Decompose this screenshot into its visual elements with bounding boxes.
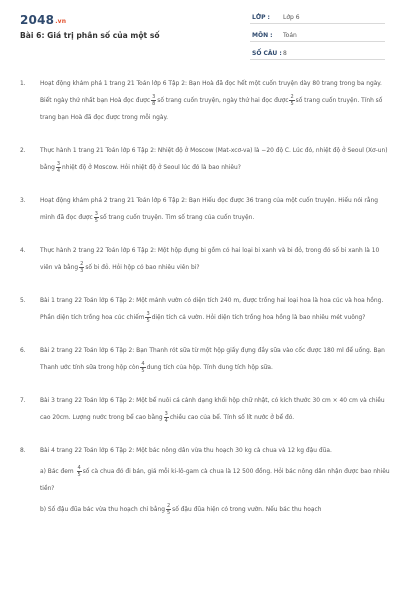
question-text: Hoạt động khám phá 2 trang 21 Toán lớp 6 Tập 2: Bạn Hiếu đọc được 36 trang của một cuốn truyện. Hiếu nói rằng mình đã đọc được: [40, 198, 378, 221]
question-text: Thực hành 1 trang 21 Toán lớp 6 Tập 2: Nhiệt độ ở Moscow (Mat-xcơ-va) là −20 độ C. Lúc đó, nhiệt độ ở Seoul (Xơ-un) bằng: [40, 148, 388, 171]
question-item: [20, 393, 390, 427]
question-text: Bài 1 trang 22 Toán lớp 6 Tập 2: Một mảnh vườn có diện tích 240 m, được trồng hai loại hoa là hoa cúc và hoa hồng. Phần diện tích trồng hoa cúc chiếm: [40, 298, 384, 321]
fraction: [166, 503, 171, 516]
sub-question-text: b) Số đậu đũa bác vừa thu hoạch chỉ bằng: [40, 507, 165, 513]
question-list: [20, 76, 390, 535]
fraction: [140, 361, 145, 374]
meta-value: Toán: [283, 32, 297, 39]
meta-value: 8: [283, 50, 287, 57]
question-item: [20, 76, 390, 127]
sub-question-text: số cà chua đó đi bán, giá mỗi ki-lô-gam cà chua là 12 500 đồng. Hỏi bác nông dân nhận được bao nhiêu tiền?: [40, 469, 390, 492]
logo-main: 2048: [20, 13, 55, 27]
question-text: số trang cuốn truyện. Tìm số trang của cuốn truyện.: [99, 215, 255, 221]
question-text: dung tích của hộp. Tính dung tích hộp sữa.: [146, 365, 273, 371]
fraction: [164, 411, 169, 424]
question-text: nhiệt độ ở Moscow. Hỏi nhiệt độ ở Seoul lúc đó là bao nhiêu?: [62, 165, 241, 171]
fraction: [77, 465, 82, 478]
question-text: Bài 4 trang 22 Toán lớp 6 Tập 2: Một bác nông dân vừa thu hoạch 30 kg cà chua và 12 kg đậu đũa.: [40, 448, 332, 454]
question-text: số trang cuốn truyện. Tính số trang bạn Hoà đã đọc được trong mỗi ngày.: [40, 98, 383, 121]
fraction-denominator: 4: [56, 168, 61, 174]
sub-question-text: số đậu đũa hiện có trong vườn. Nếu bác thu hoạch: [172, 507, 322, 513]
document-title: Bài 6: Giá trị phân số của một số: [20, 31, 160, 40]
question-text: diện tích cả vườn. Hỏi diện tích trồng hoa hồng là bao nhiêu mét vuông?: [151, 315, 366, 321]
fraction-denominator: 5: [94, 218, 98, 224]
fraction-denominator: 5: [141, 368, 145, 374]
fraction-denominator: 5: [146, 318, 150, 324]
logo[interactable]: [20, 13, 66, 27]
question-item: [20, 243, 390, 277]
fraction-numerator: 4: [141, 361, 145, 367]
header: [0, 0, 400, 62]
fraction-numerator: 4: [77, 465, 81, 471]
meta-label: MÔN :: [252, 32, 273, 39]
question-number: 1.: [20, 81, 26, 87]
question-number: 6.: [20, 348, 26, 354]
question-number: 8.: [20, 448, 26, 454]
fraction-denominator: 5: [290, 101, 294, 107]
question-text: Hoạt động khám phá 1 trang 21 Toán lớp 6 Tập 2: Bạn Hoà đã đọc hết một cuốn truyện dày 80 trang trong ba ngày. Biết ngày thứ nhất bạn Hoà đọc được: [40, 81, 382, 104]
fraction-numerator: 2: [166, 503, 171, 509]
meta-row-subject: [250, 28, 385, 42]
question-number: 7.: [20, 398, 26, 404]
question-text: chiều cao của bể. Tính số lít nước ở bể đó.: [169, 415, 295, 421]
fraction-numerator: 2: [80, 261, 84, 267]
fraction-numerator: 3: [56, 161, 61, 167]
fraction-numerator: 3: [94, 211, 98, 217]
sub-question-b: [40, 502, 390, 519]
fraction-numerator: 3: [164, 411, 168, 417]
meta-row-class: [250, 10, 385, 24]
fraction-denominator: 4: [164, 418, 168, 424]
fraction-numerator: 3: [146, 311, 150, 317]
fraction: [94, 211, 99, 224]
fraction-numerator: 2: [290, 94, 294, 100]
question-item: [20, 143, 390, 177]
question-item: [20, 443, 390, 519]
meta-label: LỚP :: [252, 14, 270, 21]
question-item: [20, 343, 390, 377]
fraction-denominator: 5: [166, 510, 171, 516]
question-number: 4.: [20, 248, 26, 254]
fraction: [289, 94, 294, 107]
question-number: 3.: [20, 198, 26, 204]
question-text: Bài 2 trang 22 Toán lớp 6 Tập 2: Bạn Thanh rót sữa từ một hộp giấy đựng đầy sữa vào cốc được 180 ml để uống. Bạn Thanh ước tính sữa trong hộp còn: [40, 348, 385, 371]
fraction: [151, 94, 156, 107]
question-item: [20, 293, 390, 327]
fraction: [79, 261, 84, 274]
meta-value: Lớp 6: [283, 14, 300, 21]
fraction: [56, 161, 61, 174]
fraction: [145, 311, 150, 324]
fraction-denominator: 5: [77, 472, 81, 478]
fraction-denominator: 8: [152, 101, 156, 107]
question-text: Thực hành 2 trang 22 Toán lớp 6 Tập 2: Một hộp đựng bi gồm có hai loại bi xanh và bi đỏ, trong đó số bi xanh là 10 viên và bằng: [40, 248, 380, 271]
sub-question-text: a) Bác đem: [40, 469, 74, 475]
fraction-numerator: 3: [152, 94, 156, 100]
meta-info: [250, 10, 385, 64]
meta-label: SỐ CÂU :: [252, 50, 282, 57]
question-item: [20, 193, 390, 227]
meta-row-count: [250, 46, 385, 60]
question-text: số bi đỏ. Hỏi hộp có bao nhiêu viên bi?: [85, 265, 200, 271]
sub-question-a: [40, 464, 390, 498]
question-number: 5.: [20, 298, 26, 304]
logo-tld: .vn: [55, 18, 67, 25]
fraction-denominator: 3: [80, 268, 84, 274]
question-number: 2.: [20, 148, 26, 154]
question-text: số trang cuốn truyện, ngày thứ hai đọc được: [157, 98, 289, 104]
question-text: Bài 3 trang 22 Toán lớp 6 Tập 2: Một bể nuôi cá cảnh dạng khối hộp chữ nhật, có kích thước 30 cm × 40 cm và chiều cao 20cm. Lượng nước trong bể cao bằng: [40, 398, 385, 421]
